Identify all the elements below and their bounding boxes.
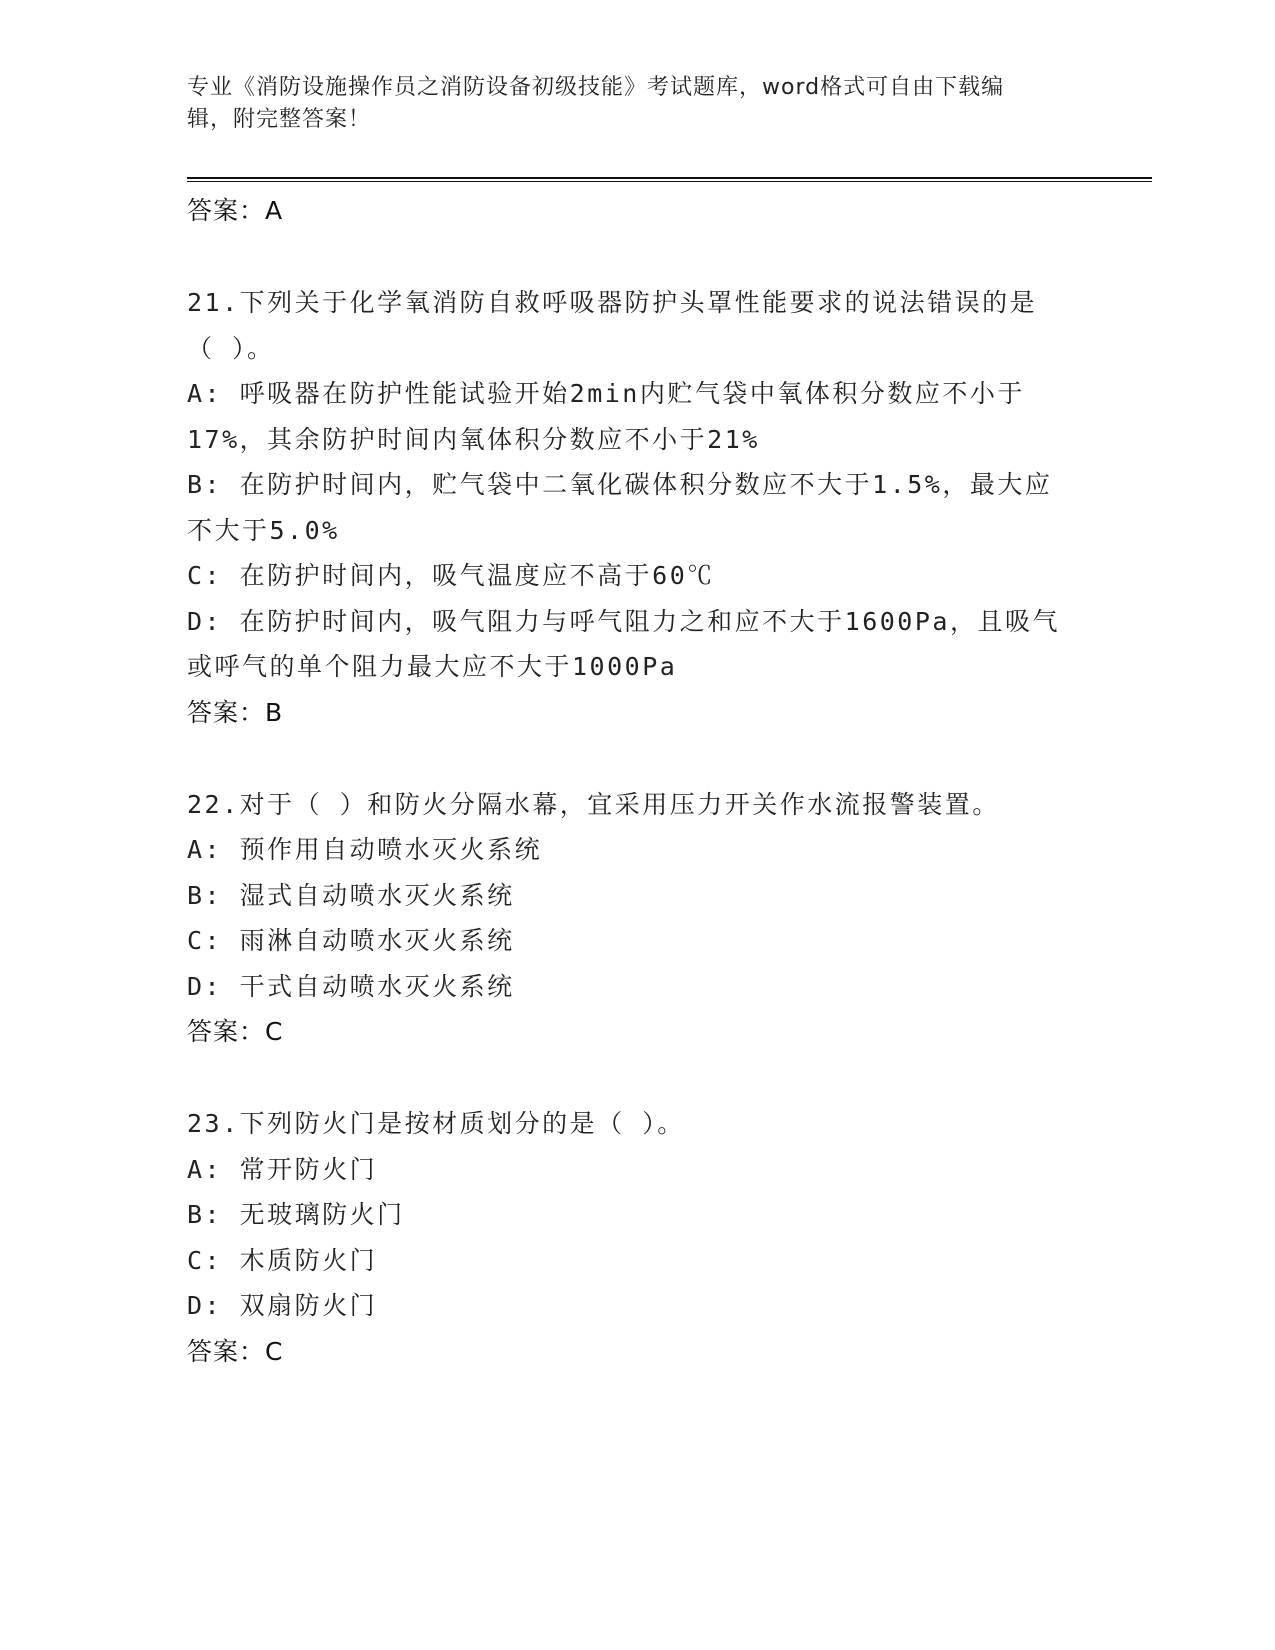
option-d: D: 在防护时间内，吸气阻力与呼气阻力之和应不大于1600Pa，且吸气 (187, 606, 1060, 636)
option-b: B: 湿式自动喷水灭火系统 (187, 880, 515, 910)
header-line: 专业《消防设施操作员之消防设备初级技能》考试题库，word格式可自由下载编 (187, 75, 1005, 100)
option-a-continued: 17%，其余防护时间内氧体积分数应不小于21% (187, 424, 760, 454)
option-c: C: 雨淋自动喷水灭火系统 (187, 926, 515, 955)
option-d-continued: 或呼气的单个阻力最大应不大于1000Pa (187, 652, 678, 681)
question-stem: （ ）。 (187, 333, 275, 363)
answer-line: 答案：B (187, 697, 284, 727)
option-a: A: 呼吸器在防护性能试验开始2min内贮气袋中氧体积分数应不小于 (187, 379, 1025, 408)
question-stem: 21.下列关于化学氧消防自救呼吸器防护头罩性能要求的说法错误的是 (187, 288, 1038, 317)
option-c: C: 木质防火门 (187, 1245, 378, 1275)
answer-line: 答案：C (187, 1336, 284, 1366)
answer-line: 答案：A (187, 196, 284, 225)
question-list (187, 188, 1087, 1375)
option-d: D: 干式自动喷水灭火系统 (187, 971, 515, 1001)
header-line: 辑，附完整答案！ (187, 107, 372, 132)
option-a: A: 预作用自动喷水灭火系统 (187, 835, 543, 864)
option-b: B: 在防护时间内，贮气袋中二氧化碳体积分数应不大于1.5%，最大应 (187, 470, 1053, 499)
page-header (187, 72, 1077, 136)
option-d: D: 双扇防火门 (187, 1291, 378, 1320)
question-block (187, 782, 1087, 1056)
question-block (187, 1101, 1087, 1375)
answer-line: 答案：C (187, 1017, 284, 1046)
option-b: B: 无玻璃防火门 (187, 1200, 405, 1229)
header-divider (187, 177, 1152, 182)
question-stem: 23.下列防火门是按材质划分的是（ ）。 (187, 1109, 685, 1138)
question-block (187, 280, 1087, 736)
option-a: A: 常开防火门 (187, 1154, 378, 1184)
option-c: C: 在防护时间内，吸气温度应不高于60℃ (187, 561, 715, 590)
question-stem: 22.对于（ ）和防火分隔水幕，宜采用压力开关作水流报警装置。 (187, 789, 1000, 819)
option-b-continued: 不大于5.0% (187, 515, 340, 545)
